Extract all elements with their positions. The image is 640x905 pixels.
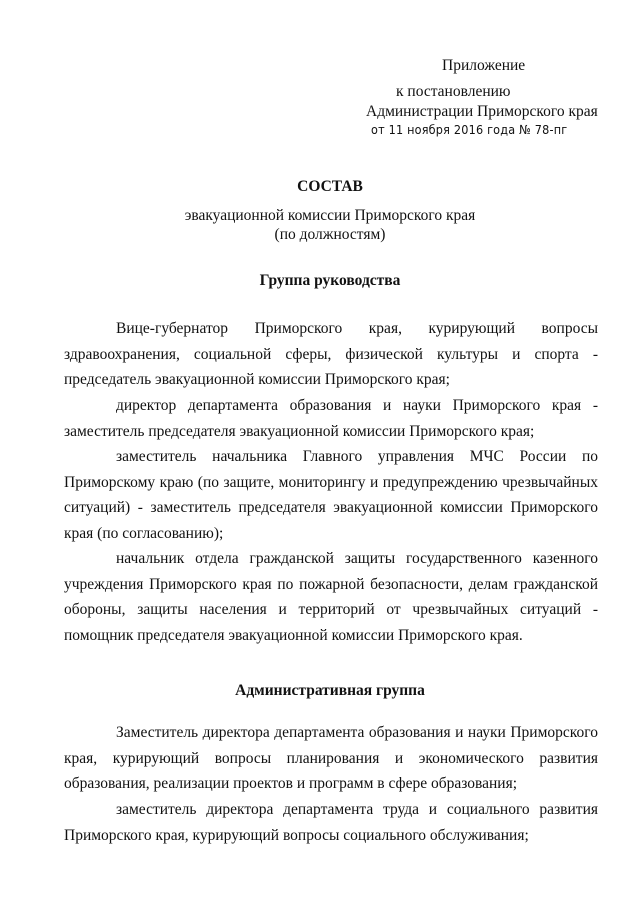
section-heading-leadership: Группа руководства <box>259 272 401 289</box>
appendix-date-number: от 11 ноября 2016 года № 78-пг <box>371 122 568 137</box>
list-item: заместитель начальника Главного управления МЧС России по Приморскому краю (по защите, мониторингу и предупреждению чрезвычайных ситуаций) - заместитель председателя эвакуационной комиссии Приморского края (по согласованию); <box>64 448 598 542</box>
subtitle-line-1: эвакуационной комиссии Приморского края <box>184 207 476 224</box>
appendix-title: Приложение <box>442 57 526 74</box>
list-item: Вице-губернатор Приморского края, курирующий вопросы здравоохранения, социальной сферы, физической культуры и спорта - председатель эвакуационной комиссии Приморского края; <box>64 320 598 388</box>
document-subtitle <box>60 206 600 244</box>
list-item: директор департамента образования и науки Приморского края - заместитель председателя эвакуационной комиссии Приморского края; <box>64 397 598 440</box>
appendix-line-2: Администрации Приморского края <box>366 103 598 120</box>
list-item: Заместитель директора департамента образования и науки Приморского края, курирующий вопросы планирования и экономического развития образования, реализации проектов и программ в сфере образования; <box>64 724 598 792</box>
section-heading-administrative: Административная группа <box>235 682 425 699</box>
list-item: заместитель директора департамента труда и социального развития Приморского края, курирующий вопросы социального обслуживания; <box>64 801 598 844</box>
document-title: СОСТАВ <box>297 178 363 195</box>
list-item: начальник отдела гражданской защиты государственного казенного учреждения Приморского края по пожарной безопасности, делам гражданской обороны, защиты населения и территорий от чрезвычайных ситуаций - помощник председателя эвакуационной комиссии Приморского края. <box>64 550 598 644</box>
appendix-line-1: к постановлению <box>396 83 511 100</box>
subtitle-line-2: (по должностям) <box>274 226 386 243</box>
